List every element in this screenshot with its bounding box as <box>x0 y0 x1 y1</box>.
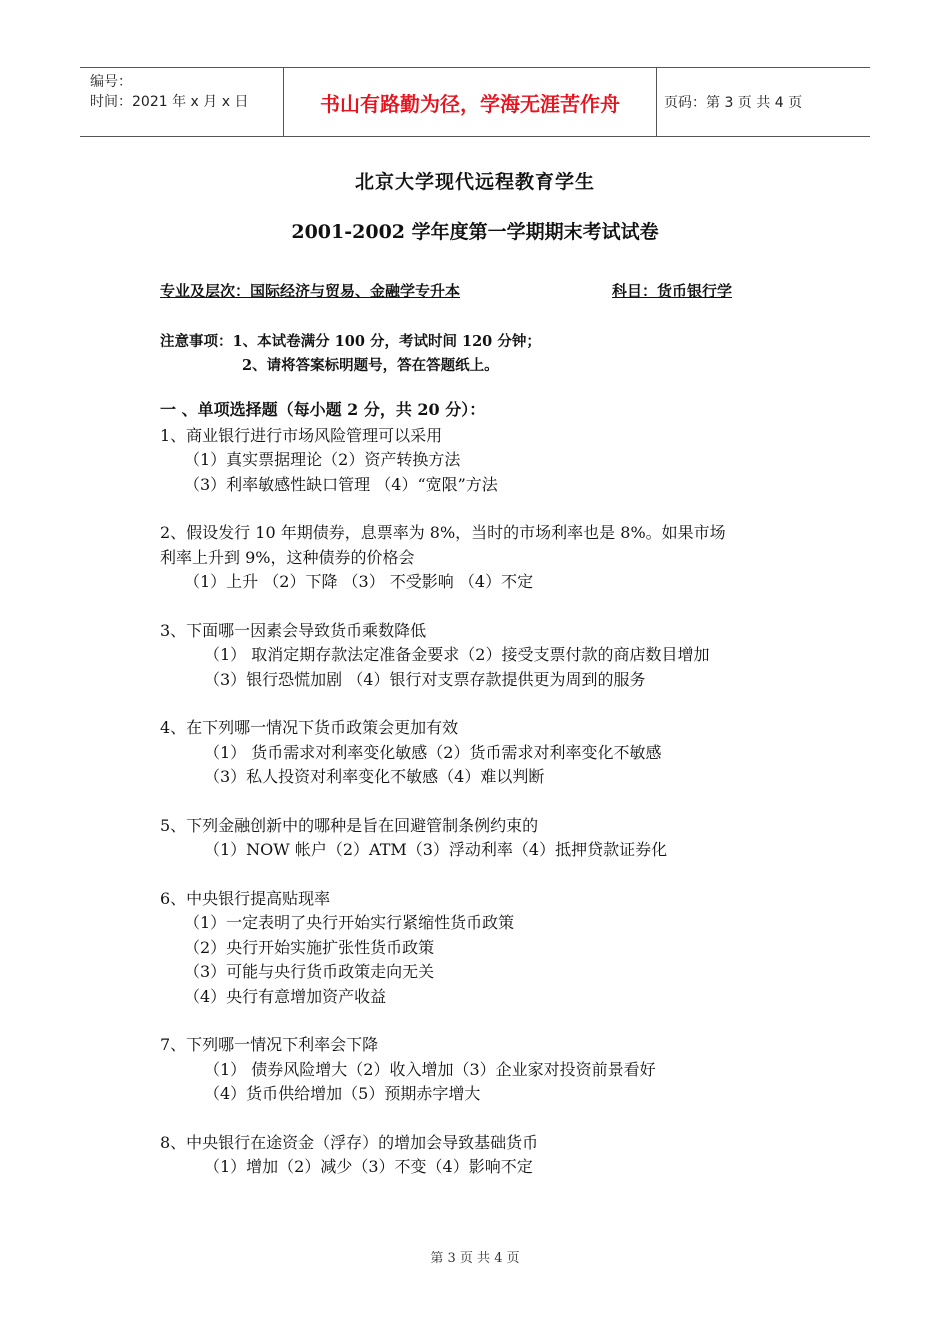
question-option: （1） 货币需求对利率变化敏感（2）货币需求对利率变化不敏感 <box>204 742 662 762</box>
notice-line-1: 注意事项：1、本试卷满分 100 分，考试时间 120 分钟； <box>160 333 541 350</box>
question-option: （1） 取消定期存款法定准备金要求（2）接受支票付款的商店数目增加 <box>204 645 710 664</box>
header-page-info: 页码：第 3 页 共 4 页 <box>664 95 803 111</box>
question-option: （3）可能与央行货币政策走向无关 <box>184 962 435 981</box>
question-option: （4）货币供给增加（5）预期赤字增大 <box>204 1084 481 1103</box>
question-1 <box>160 424 820 498</box>
question-6 <box>160 887 820 1010</box>
notice-line-2: 2、请将答案标明题号，答在答题纸上。 <box>242 357 499 374</box>
header-motto: 书山有路勤为径，学海无涯苦作舟 <box>283 68 657 136</box>
exam-title-line2: 2001-2002 学年度第一学期期末考试试卷 <box>291 221 659 243</box>
question-option: （1）NOW 帐户（2）ATM（3）浮动利率（4）抵押贷款证券化 <box>204 840 668 859</box>
exam-title-line1: 北京大学现代远程教育学生 <box>354 171 595 193</box>
doc-date-label: 时间：2021 年 x 月 x 日 <box>90 94 249 110</box>
question-list <box>160 398 820 1204</box>
exam-major: 专业及层次：国际经济与贸易、金融学专升本 <box>160 282 461 300</box>
question-stem: 5、下列金融创新中的哪种是旨在回避管制条例约束的 <box>160 815 539 835</box>
exam-notice <box>160 330 541 378</box>
question-stem: 1、商业银行进行市场风险管理可以采用 <box>160 425 443 445</box>
question-5 <box>160 814 820 863</box>
question-option: （1）上升 （2）下降 （3） 不受影响 （4）不定 <box>184 572 534 591</box>
question-7 <box>160 1033 820 1107</box>
question-option: （1）增加（2）减少（3）不变（4）影响不定 <box>204 1157 533 1176</box>
question-stem: 3、下面哪一因素会导致货币乘数降低 <box>160 620 427 640</box>
question-option: （2）央行开始实施扩张性货币政策 <box>184 937 435 957</box>
question-8 <box>160 1131 820 1180</box>
page-footer: 第 3 页 共 4 页 <box>430 1251 520 1266</box>
question-option: （3）私人投资对利率变化不敏感（4）难以判断 <box>204 767 545 786</box>
header-left <box>90 72 282 112</box>
question-option: （3）利率敏感性缺口管理 （4）“宽限”方法 <box>184 474 498 494</box>
section-title: 一 、单项选择题（每小题 2 分，共 20 分）： <box>160 400 486 419</box>
question-stem-continued: 利率上升到 9%，这种债券的价格会 <box>160 547 415 567</box>
question-3 <box>160 619 820 693</box>
question-option: （1）一定表明了央行开始实行紧缩性货币政策 <box>184 913 515 932</box>
question-stem: 2、假设发行 10 年期债券，息票率为 8%，当时的市场利率也是 8%。如果市场 <box>160 523 726 542</box>
question-stem: 6、中央银行提高贴现率 <box>160 888 331 908</box>
question-2 <box>160 521 820 595</box>
question-option: （4）央行有意增加资产收益 <box>184 986 387 1006</box>
question-option: （1） 债券风险增大（2）收入增加（3）企业家对投资前景看好 <box>204 1059 656 1079</box>
question-option: （3）银行恐慌加剧 （4）银行对支票存款提供更为周到的服务 <box>204 669 646 689</box>
question-stem: 4、在下列哪一情况下货币政策会更加有效 <box>160 718 459 737</box>
question-stem: 8、中央银行在途资金（浮存）的增加会导致基础货币 <box>160 1132 539 1152</box>
page-header <box>80 67 870 137</box>
doc-number-label: 编号： <box>90 74 132 90</box>
question-4 <box>160 716 820 790</box>
exam-subject: 科目：货币银行学 <box>612 282 733 300</box>
question-stem: 7、下列哪一情况下利率会下降 <box>160 1035 379 1054</box>
question-option: （1）真实票据理论（2）资产转换方法 <box>184 450 461 469</box>
